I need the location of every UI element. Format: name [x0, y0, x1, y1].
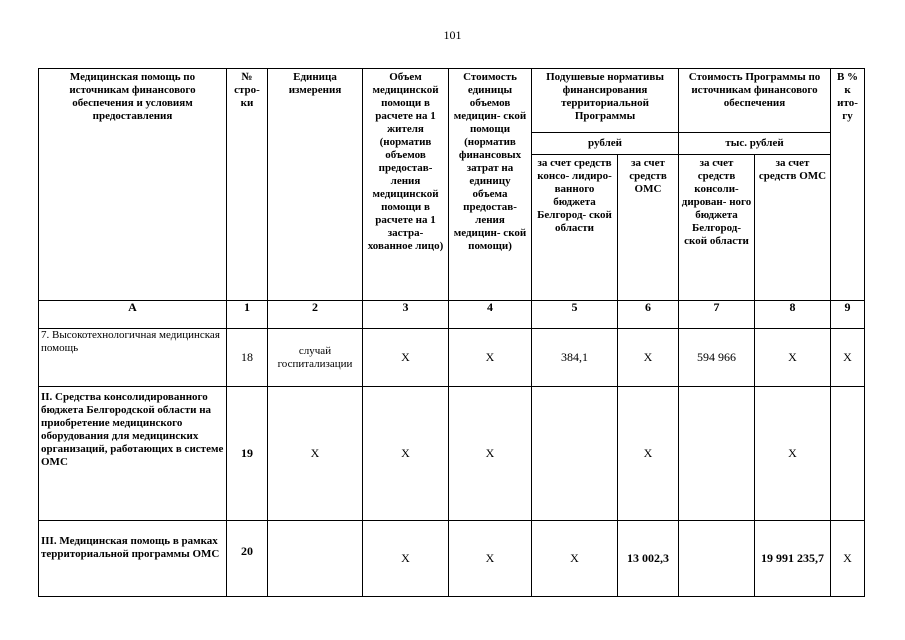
- header-col-5: за счет средств консо- лидиро- ванного бюджета Белгород- ской области: [532, 155, 618, 301]
- row-cell-4: Х: [449, 329, 532, 387]
- table-row: [39, 521, 865, 597]
- financing-table: [38, 68, 865, 597]
- header-col-6: за счет средств ОМС: [618, 155, 679, 301]
- index-cell: 7: [679, 301, 755, 329]
- row-cell-3: Х: [363, 521, 449, 597]
- column-index-row: [39, 301, 865, 329]
- row-cell-6: 13 002,3: [618, 521, 679, 597]
- index-cell: 9: [831, 301, 865, 329]
- row-cell-3: Х: [363, 329, 449, 387]
- row-cell-9: Х: [831, 521, 865, 597]
- row-label: 7. Высокотехнологичная медицинская помощь: [39, 329, 227, 387]
- header-col-7: за счет средств консоли- дирован- ного бюджета Белгород- ской области: [679, 155, 755, 301]
- row-cell-5: 384,1: [532, 329, 618, 387]
- row-label: III. Медицинская помощь в рамках территориальной программы ОМС: [39, 521, 227, 597]
- row-unit: Х: [268, 387, 363, 521]
- header-col-3: Объем медицинской помощи в расчете на 1 жителя (норматив объемов предостав- ления медицинской помощи в расчете на 1 застра- хованное лицо): [363, 69, 449, 301]
- header-col-2: Единица измерения: [268, 69, 363, 301]
- row-line-number: 20: [227, 521, 268, 597]
- table-row: [39, 387, 865, 521]
- header-group-per-capita: Подушевые нормативы финансирования территориальной Программы: [532, 69, 679, 133]
- row-cell-3: Х: [363, 387, 449, 521]
- header-group-program-cost: Стоимость Программы по источникам финансового обеспечения: [679, 69, 831, 133]
- header-col-4: Стоимость единицы объемов медицин- ской помощи (норматив финансовых затрат на единицу объема предостав- ления медицин- ской помощи): [449, 69, 532, 301]
- row-cell-9: [831, 387, 865, 521]
- header-col-9: В % к ито- гу: [831, 69, 865, 301]
- row-cell-5: [532, 387, 618, 521]
- row-cell-7: [679, 521, 755, 597]
- row-label: II. Средства консолидированного бюджета Белгородской области на приобретение медицинского оборудования для медицинских организаций, работающих в системе ОМС: [39, 387, 227, 521]
- index-cell: А: [39, 301, 227, 329]
- index-cell: 1: [227, 301, 268, 329]
- row-cell-7: [679, 387, 755, 521]
- index-cell: 6: [618, 301, 679, 329]
- row-line-number: 18: [227, 329, 268, 387]
- header-col-1: № стро- ки: [227, 69, 268, 301]
- row-cell-8: 19 991 235,7: [755, 521, 831, 597]
- row-cell-4: Х: [449, 387, 532, 521]
- row-cell-6: Х: [618, 387, 679, 521]
- page-number: 101: [443, 28, 462, 42]
- row-cell-5: Х: [532, 521, 618, 597]
- row-cell-6: Х: [618, 329, 679, 387]
- row-cell-9: Х: [831, 329, 865, 387]
- row-unit: [268, 521, 363, 597]
- table-row: [39, 329, 865, 387]
- row-cell-8: Х: [755, 329, 831, 387]
- header-unit-thousand-rubles: тыс. рублей: [679, 133, 831, 155]
- row-cell-4: Х: [449, 521, 532, 597]
- row-cell-7: 594 966: [679, 329, 755, 387]
- index-cell: 5: [532, 301, 618, 329]
- index-cell: 8: [755, 301, 831, 329]
- index-cell: 4: [449, 301, 532, 329]
- row-cell-8: Х: [755, 387, 831, 521]
- index-cell: 2: [268, 301, 363, 329]
- header-col-a: Медицинская помощь по источникам финансового обеспечения и условиям предоставления: [39, 69, 227, 301]
- header-col-8: за счет средств ОМС: [755, 155, 831, 301]
- row-unit: случай госпитализации: [268, 329, 363, 387]
- row-line-number: 19: [227, 387, 268, 521]
- header-unit-rubles: рублей: [532, 133, 679, 155]
- index-cell: 3: [363, 301, 449, 329]
